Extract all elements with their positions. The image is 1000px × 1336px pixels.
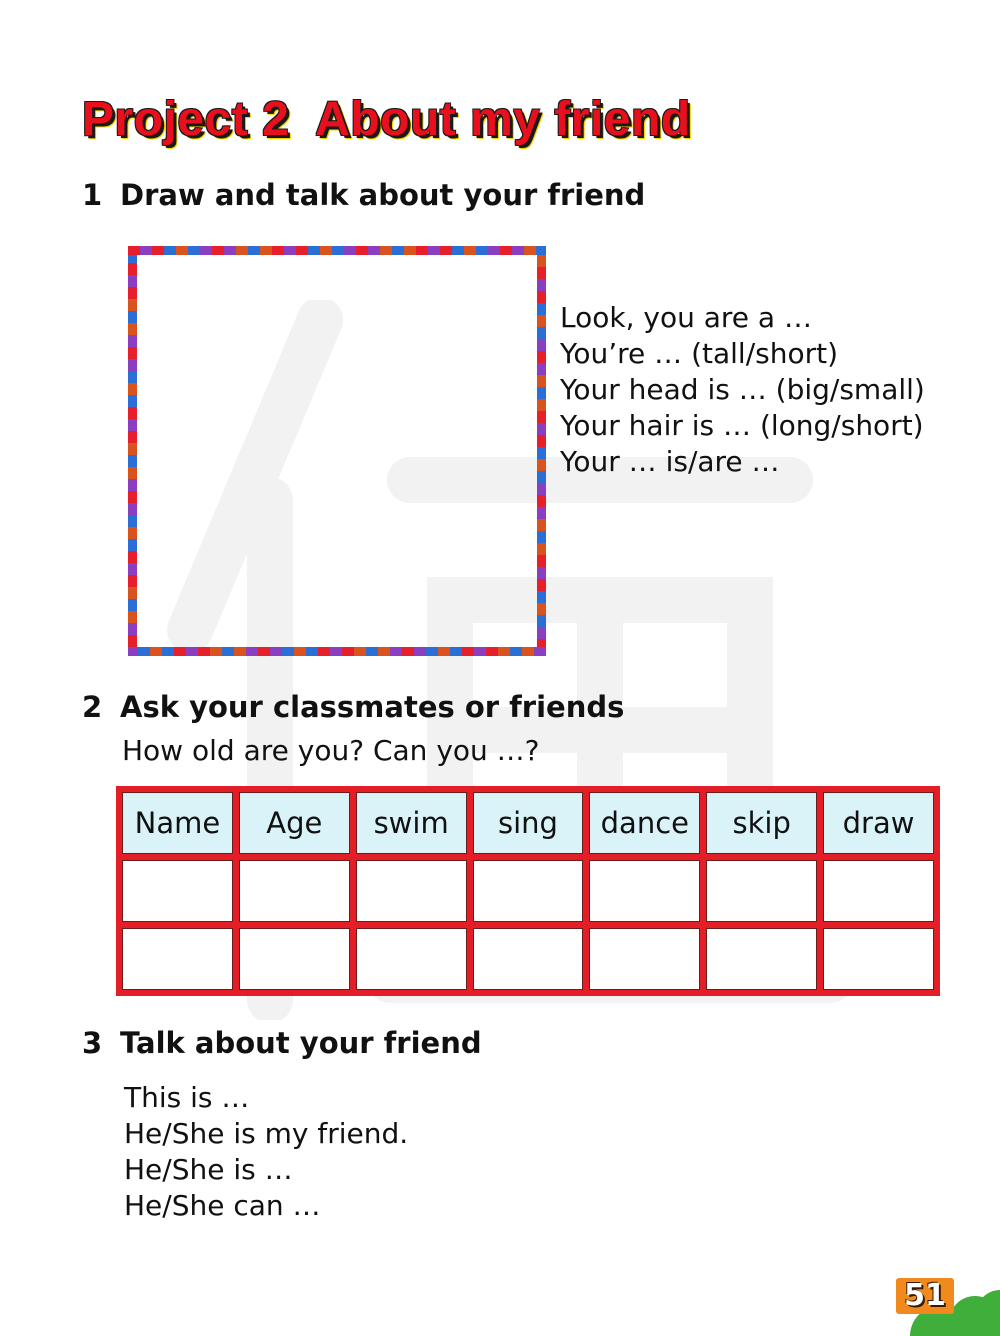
border-segment xyxy=(342,647,354,656)
table-cell[interactable] xyxy=(586,857,703,925)
table-row xyxy=(119,925,937,993)
border-segment xyxy=(537,435,546,447)
page-number: 51 xyxy=(896,1278,954,1314)
border-segment xyxy=(537,519,546,531)
page-title: Project 2 About my friend xyxy=(82,93,691,146)
border-segment xyxy=(537,411,546,423)
border-segment xyxy=(212,246,224,255)
column-header-age: Age xyxy=(236,789,353,857)
border-segment xyxy=(537,279,546,291)
border-segment xyxy=(128,335,137,347)
drawing-frame[interactable] xyxy=(128,246,546,656)
column-header-skip: skip xyxy=(703,789,820,857)
border-segment xyxy=(128,527,137,539)
border-segment xyxy=(537,603,546,615)
border-segment xyxy=(164,246,176,255)
border-segment xyxy=(474,647,486,656)
prompt-line: Your … is/are … xyxy=(560,445,780,478)
border-segment xyxy=(128,647,138,656)
column-header-name: Name xyxy=(119,789,236,857)
section-3-lines xyxy=(124,1080,408,1224)
border-segment xyxy=(537,315,546,327)
border-segment xyxy=(128,407,137,419)
border-segment xyxy=(128,563,137,575)
border-segment xyxy=(537,291,546,303)
table-cell[interactable] xyxy=(820,857,937,925)
border-segment xyxy=(308,246,320,255)
talk-line: He/She can … xyxy=(124,1189,321,1222)
border-segment xyxy=(270,647,282,656)
border-segment xyxy=(188,246,200,255)
border-segment xyxy=(234,647,246,656)
section-2-heading xyxy=(82,690,624,724)
border-segment xyxy=(537,483,546,495)
border-segment xyxy=(174,647,186,656)
table-cell[interactable] xyxy=(236,857,353,925)
border-segment xyxy=(246,647,258,656)
border-segment xyxy=(404,246,416,255)
border-segment xyxy=(392,246,404,255)
border-segment xyxy=(366,647,378,656)
table-row xyxy=(119,857,937,925)
border-segment xyxy=(128,587,137,599)
survey-table xyxy=(116,786,940,996)
border-segment xyxy=(452,246,464,255)
border-segment xyxy=(380,246,392,255)
section-3-title: Talk about your friend xyxy=(120,1026,482,1060)
border-segment xyxy=(537,639,546,647)
border-segment xyxy=(428,246,440,255)
border-segment xyxy=(128,431,137,443)
border-segment xyxy=(162,647,174,656)
border-segment xyxy=(537,327,546,339)
table-cell[interactable] xyxy=(586,925,703,993)
border-segment xyxy=(222,647,234,656)
border-segment xyxy=(378,647,390,656)
border-segment xyxy=(537,555,546,567)
border-segment xyxy=(537,339,546,351)
border-segment xyxy=(224,246,236,255)
border-segment xyxy=(128,491,137,503)
prompt-line: You’re … (tall/short) xyxy=(560,337,839,370)
border-segment xyxy=(128,455,137,467)
border-segment xyxy=(128,347,137,359)
border-segment xyxy=(537,351,546,363)
border-segment xyxy=(138,647,150,656)
border-segment xyxy=(128,551,137,563)
border-segment xyxy=(200,246,212,255)
border-segment xyxy=(128,611,137,623)
border-segment xyxy=(306,647,318,656)
border-segment xyxy=(537,627,546,639)
section-3-heading xyxy=(82,1026,482,1060)
border-segment xyxy=(537,567,546,579)
column-header-dance: dance xyxy=(586,789,703,857)
table-cell[interactable] xyxy=(353,925,470,993)
border-segment xyxy=(522,647,534,656)
border-segment xyxy=(150,647,162,656)
border-segment xyxy=(344,246,356,255)
section-2-title: Ask your classmates or friends xyxy=(120,690,625,724)
talk-line: He/She is my friend. xyxy=(124,1117,409,1150)
border-segment xyxy=(354,647,366,656)
border-segment xyxy=(537,591,546,603)
border-segment xyxy=(272,246,284,255)
border-segment xyxy=(537,459,546,471)
border-segment xyxy=(128,539,137,551)
border-segment xyxy=(537,471,546,483)
border-segment xyxy=(537,531,546,543)
border-segment xyxy=(476,246,488,255)
table-cell[interactable] xyxy=(119,857,236,925)
border-segment xyxy=(440,246,452,255)
border-segment xyxy=(414,647,426,656)
border-segment xyxy=(426,647,438,656)
border-segment xyxy=(537,615,546,627)
border-segment xyxy=(537,507,546,519)
border-segment xyxy=(498,647,510,656)
border-segment xyxy=(537,447,546,459)
border-segment xyxy=(128,599,137,611)
border-segment xyxy=(294,647,306,656)
table-cell[interactable] xyxy=(119,925,236,993)
talk-line: This is … xyxy=(124,1081,250,1114)
border-segment xyxy=(537,267,546,279)
crayon-border xyxy=(128,246,546,656)
section-3-number: 3 xyxy=(82,1026,103,1060)
prompt-line: Your hair is … (long/short) xyxy=(560,409,924,442)
border-segment xyxy=(537,543,546,555)
border-segment xyxy=(282,647,294,656)
border-segment xyxy=(128,263,137,275)
section-1-heading xyxy=(82,178,645,212)
border-segment xyxy=(128,419,137,431)
table-cell[interactable] xyxy=(470,925,587,993)
table-cell[interactable] xyxy=(470,857,587,925)
table-cell[interactable] xyxy=(820,925,937,993)
border-segment xyxy=(260,246,272,255)
border-segment xyxy=(128,275,137,287)
table-cell[interactable] xyxy=(703,857,820,925)
border-segment xyxy=(128,311,137,323)
border-segment xyxy=(368,246,380,255)
border-segment xyxy=(128,371,137,383)
border-segment xyxy=(330,647,342,656)
border-segment xyxy=(128,575,137,587)
border-segment xyxy=(128,246,140,255)
border-segment xyxy=(402,647,414,656)
border-segment xyxy=(500,246,512,255)
border-segment xyxy=(128,287,137,299)
border-segment xyxy=(176,246,188,255)
talk-line: He/She is … xyxy=(124,1153,293,1186)
border-segment xyxy=(284,246,296,255)
border-segment xyxy=(438,647,450,656)
border-segment xyxy=(128,443,137,455)
border-segment xyxy=(488,246,500,255)
border-segment xyxy=(128,479,137,491)
border-segment xyxy=(128,359,137,371)
section-1-title: Draw and talk about your friend xyxy=(120,178,646,212)
prompt-line: Your head is … (big/small) xyxy=(560,373,925,406)
border-segment xyxy=(416,246,428,255)
border-segment xyxy=(258,647,270,656)
border-segment xyxy=(512,246,524,255)
column-header-sing: sing xyxy=(470,789,587,857)
border-segment xyxy=(128,635,137,647)
border-segment xyxy=(537,303,546,315)
border-segment xyxy=(537,375,546,387)
table-cell[interactable] xyxy=(703,925,820,993)
border-segment xyxy=(537,495,546,507)
section-2-question: How old are you? Can you …? xyxy=(122,734,540,767)
border-segment xyxy=(537,423,546,435)
border-segment xyxy=(486,647,498,656)
border-segment xyxy=(510,647,522,656)
table-cell[interactable] xyxy=(236,925,353,993)
border-segment xyxy=(128,299,137,311)
border-segment xyxy=(537,363,546,375)
border-segment xyxy=(128,623,137,635)
border-segment xyxy=(332,246,344,255)
border-segment xyxy=(210,647,222,656)
border-segment xyxy=(128,503,137,515)
border-segment xyxy=(320,246,332,255)
border-segment xyxy=(128,255,137,263)
border-segment xyxy=(248,246,260,255)
border-segment xyxy=(140,246,152,255)
border-segment xyxy=(356,246,368,255)
column-header-draw: draw xyxy=(820,789,937,857)
prompt-line: Look, you are a … xyxy=(560,301,812,334)
border-segment xyxy=(128,515,137,527)
table-header-row xyxy=(119,789,937,857)
border-segment xyxy=(390,647,402,656)
section-1-number: 1 xyxy=(82,178,103,212)
border-segment xyxy=(537,387,546,399)
border-segment xyxy=(198,647,210,656)
section-1-prompts xyxy=(560,300,925,480)
border-segment xyxy=(537,399,546,411)
border-segment xyxy=(462,647,474,656)
column-header-swim: swim xyxy=(353,789,470,857)
table-cell[interactable] xyxy=(353,857,470,925)
border-segment xyxy=(524,246,536,255)
border-segment xyxy=(128,383,137,395)
border-segment xyxy=(296,246,308,255)
border-segment xyxy=(186,647,198,656)
border-segment xyxy=(536,246,546,255)
border-segment xyxy=(128,323,137,335)
border-segment xyxy=(537,579,546,591)
border-segment xyxy=(534,647,546,656)
border-segment xyxy=(152,246,164,255)
border-segment xyxy=(537,255,546,267)
border-segment xyxy=(128,467,137,479)
section-2-number: 2 xyxy=(82,690,103,724)
border-segment xyxy=(464,246,476,255)
border-segment xyxy=(128,395,137,407)
border-segment xyxy=(450,647,462,656)
border-segment xyxy=(318,647,330,656)
border-segment xyxy=(236,246,248,255)
